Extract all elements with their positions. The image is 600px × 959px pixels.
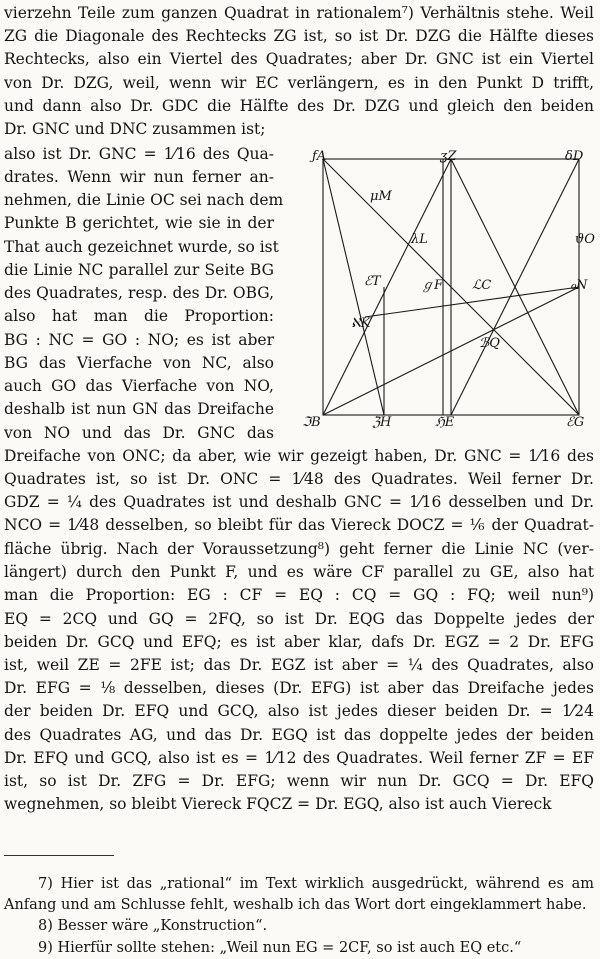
text-line: auch GO das Vierfache von NO, (4, 377, 274, 395)
figure-label-o: ϑO (575, 232, 595, 247)
text-line: wegnehmen, so bleibt Viereck FQCZ = Dr. EGQ, also ist auch Viereck (4, 795, 552, 813)
figure-label-d: δD (565, 149, 584, 164)
figure-label-e: ℌE (435, 415, 455, 430)
text-line: Dreifache von ONC; da aber, wie wir gezeigt haben, Dr. GNC = 1⁄16 des (4, 447, 594, 465)
figure-label-f: ℊF (421, 278, 444, 293)
figure-label-m: μM (370, 189, 392, 204)
text-line: des Quadrates, resp. des Dr. OBG, (4, 284, 274, 302)
text-line: fläche übrig. Nach der Voraussetzung⁸) geht ferner die Linie NC (ver- (4, 540, 594, 558)
text-line: des Quadrates AG, und das Dr. EGQ ist das doppelte jedes der beiden (4, 726, 594, 744)
figure-label-z: ʒZ (440, 149, 457, 164)
text-line: ZG die Diagonale des Rechtecks ZG ist, so ist Dr. DZG die Hälfte dieses (4, 27, 594, 45)
figure-label-l: λL (411, 232, 428, 247)
text-line: That auch gezeichnet wurde, so ist (4, 238, 279, 256)
text-line: Dr. GNC und DNC zusammen ist; (4, 120, 266, 138)
text-line: Quadrates ist, so ist Dr. ONC = 1⁄48 des Quadrates. Weil ferner Dr. (4, 470, 594, 488)
figure-label-g: ℰG (566, 415, 585, 430)
text-line: BG : NC = GO : NO; es ist aber (4, 331, 274, 349)
footnote-divider (4, 855, 114, 856)
text-line: NCO = 1⁄48 desselben, so bleibt für das Viereck DOCZ = ⅙ der Quadrat- (4, 516, 594, 534)
text-line: der beiden Dr. EFQ und GCQ, also ist jedes dieser beiden Dr. = 1⁄24 (4, 702, 594, 720)
text-line: GDZ = ¼ des Quadrates ist und deshalb GNC = 1⁄16 desselben und Dr. (4, 493, 594, 511)
text-line: BG das Vierfache von NC, also (4, 354, 274, 372)
figure-label-h: ℨH (372, 415, 392, 430)
figure-label-t: ℰT (364, 274, 381, 289)
footnote-line: 7) Hier ist das „rational“ im Text wirklich ausgedrückt, während es am (38, 876, 594, 892)
geometric-figure (300, 142, 600, 432)
text-line: und dann also Dr. GDC die Hälfte des Dr. DZG und gleich den beiden (4, 97, 594, 115)
text-line: ist, so ist Dr. ZFG = Dr. EFG; wenn wir nun Dr. GCQ = Dr. EFQ (4, 772, 594, 790)
text-line: die Linie NC parallel zur Seite BG (4, 261, 274, 279)
figure-label-b: ℑB (302, 415, 321, 430)
text-line: nehmen, die Linie OC sei nach dem (4, 191, 284, 209)
text-line: EQ = 2CQ und GQ = 2FQ, so ist Dr. EQG das Doppelte jedes der (4, 610, 594, 628)
text-line: Rechtecks, also ein Viertel des Quadrates; aber Dr. GNC ist ein Viertel (4, 50, 594, 68)
figure-label-q: ℬQ (479, 336, 500, 351)
text-line: also ist Dr. GNC = 1⁄16 des Qua- (4, 145, 274, 163)
text-line: Dr. EFQ und GCQ, also ist es = 1⁄12 des Quadrates. Weil ferner ZF = EF (4, 749, 594, 767)
figure-label-k: ℵK (351, 316, 371, 331)
text-line: von Dr. DZG, weil, wenn wir EC verlängern, es in den Punkt D trifft, (4, 74, 594, 92)
footnote-line: Anfang und am Schlusse fehlt, weshalb ich das Wort dort eingeklammert habe. (4, 897, 587, 913)
figure-label-c: ℒC (472, 278, 492, 293)
text-line: Dr. EFG = ⅛ desselben, dieses (Dr. EFG) ist aber das Dreifache jedes (4, 679, 594, 697)
text-line: man die Proportion: EG : CF = EQ : CQ = GQ : FQ; weil nun⁹) (4, 586, 594, 604)
figure-diagram (300, 142, 600, 432)
footnote-line: 8) Besser wäre „Konstruction“. (38, 918, 268, 934)
text-line: von NO und das Dr. GNC das (4, 424, 274, 442)
text-line: also hat man die Proportion: (4, 307, 274, 325)
text-line: vierzehn Teile zum ganzen Quadrat in rationalem⁷) Verhältnis stehe. Weil (4, 4, 594, 22)
text-line: längert) durch den Punkt F, und es wäre CF parallel zu GE, also hat (4, 563, 594, 581)
text-line: drates. Wenn wir nun ferner an- (4, 168, 274, 186)
footnote-line: 9) Hierfür sollte stehen: „Weil nun EG = 2CF, so ist auch EQ etc.“ (38, 940, 522, 956)
figure-label-a: ƒA (312, 149, 327, 164)
text-line: deshalb ist nun GN das Dreifache (4, 400, 274, 418)
text-line: beiden Dr. GCQ und EFQ; es ist aber klar, dafs Dr. EGZ = 2 Dr. EFG (4, 633, 594, 651)
figure-label-n: ℴN (570, 278, 588, 293)
text-line: ist, weil ZE = 2FE ist; das Dr. EGZ ist aber = ¼ des Quadrates, also (4, 656, 594, 674)
text-line: Punkte B gerichtet, wie sie in der (4, 214, 274, 232)
